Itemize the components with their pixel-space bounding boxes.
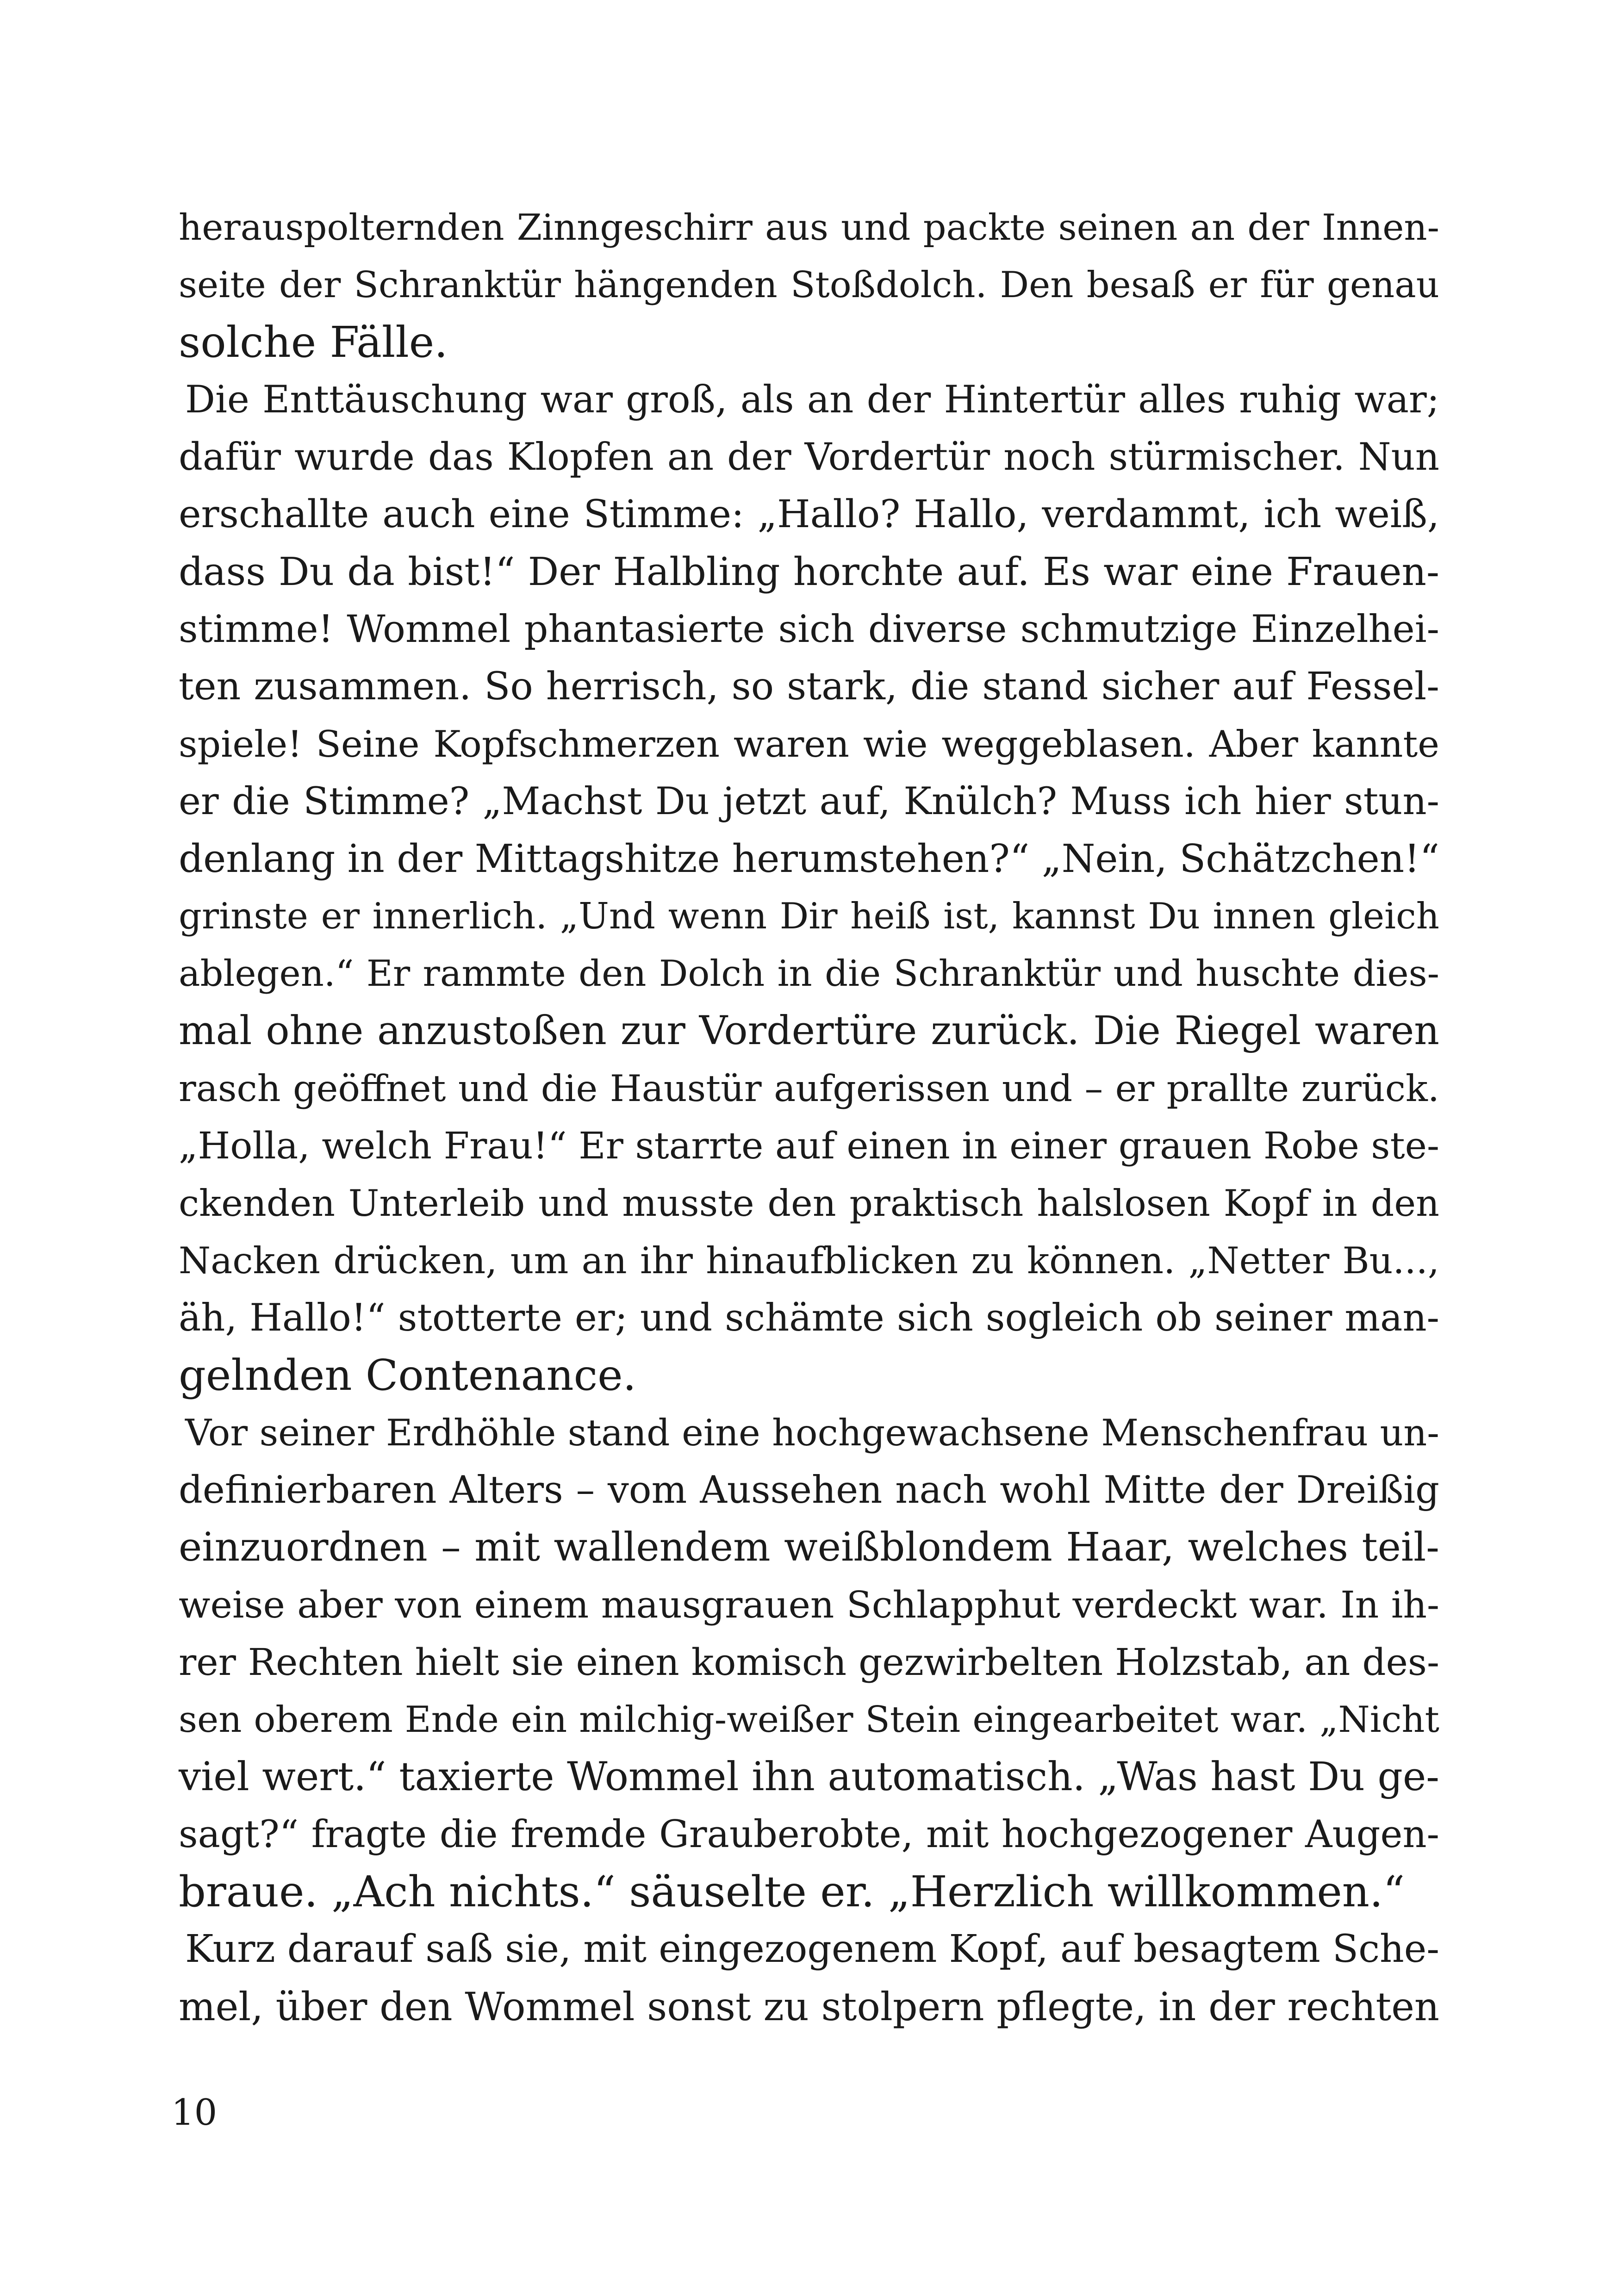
text-line: grinste er innerlich. „Und wenn Dir heiß ist, kannst Du innen gleich (179, 896, 1439, 937)
text-line: Vor seiner Erdhöhle stand eine hochgewachsene Menschenfrau un- (185, 1412, 1439, 1454)
text-line: sen oberem Ende ein milchig-weißer Stein eingearbeitet war. „Nicht (179, 1699, 1439, 1741)
text-line: rer Rechten hielt sie einen komisch gezwirbelten Holzstab, an des- (179, 1641, 1439, 1684)
text-line: denlang in der Mittagshitze herumstehen?“ „Nein, Schätzchen!“ (179, 836, 1439, 881)
text-line: äh, Hallo!“ stotterte er; und schämte sich sogleich ob seiner man- (179, 1296, 1439, 1340)
text-line: stimme! Wommel phantasierte sich diverse schmutzige Einzelhei- (179, 608, 1439, 651)
text-line: definierbaren Alters – vom Aussehen nach wohl Mitte der Dreißig (179, 1468, 1439, 1512)
text-line: herauspolternden Zinngeschirr aus und packte seinen an der Innen- (179, 207, 1439, 249)
body-text (179, 199, 1439, 2035)
text-line: ablegen.“ Er rammte den Dolch in die Schranktür und huschte dies- (179, 953, 1439, 995)
text-line: viel wert.“ taxierte Wommel ihn automatisch. „Was hast Du ge- (179, 1754, 1439, 1800)
text-line: braue. „Ach nichts.“ säuselte er. „Herzlich willkommen.“ (179, 1867, 1405, 1916)
text-line: einzuordnen – mit wallendem weißblondem Haar, welches teil- (179, 1524, 1439, 1570)
text-line: rasch geöffnet und die Haustür aufgerissen und – er prallte zurück. (179, 1067, 1439, 1110)
text-line: „Holla, welch Frau!“ Er starrte auf einen in einer grauen Robe ste- (179, 1124, 1439, 1167)
text-line: Die Enttäuschung war groß, als an der Hintertür alles ruhig war; (185, 378, 1439, 422)
text-line: er die Stimme? „Machst Du jetzt auf, Knülch? Muss ich hier stun- (179, 780, 1439, 823)
text-line: sagt?“ fragte die fremde Grauberobte, mit hochgezogener Augen- (179, 1813, 1439, 1856)
text-line: erschallte auch eine Stimme: „Hallo? Hallo, verdammt, ich weiß, (179, 492, 1439, 536)
text-line: spiele! Seine Kopfschmerzen waren wie weggeblasen. Aber kannte (179, 723, 1439, 765)
text-line: mel, über den Wommel sonst zu stolpern pflegte, in der rechten (179, 1984, 1440, 2029)
text-line: solche Fälle. (179, 317, 448, 367)
text-line: mal ohne anzustoßen zur Vordertüre zurück. Die Riegel waren (179, 1008, 1439, 1054)
text-line: Nacken drücken, um an ihr hinaufblicken zu können. „Netter Bu..., (179, 1239, 1439, 1282)
page-number: 10 (171, 2092, 218, 2134)
text-line: ckenden Unterleib und musste den praktisch halslosen Kopf in den (179, 1182, 1439, 1225)
text-line: seite der Schranktür hängenden Stoßdolch. Den besaß er für genau (179, 264, 1439, 306)
text-line: dass Du da bist!“ Der Halbling horchte auf. Es war eine Frauen- (179, 549, 1439, 594)
text-line: Kurz darauf saß sie, mit eingezogenem Kopf, auf besagtem Sche- (185, 1927, 1440, 1971)
text-line: gelnden Contenance. (179, 1350, 636, 1400)
text-line: dafür wurde das Klopfen an der Vordertür noch stürmischer. Nun (179, 436, 1439, 479)
text-line: ten zusammen. So herrisch, so stark, die stand sicher auf Fessel- (179, 665, 1439, 709)
text-line: weise aber von einem mausgrauen Schlapphut verdeckt war. In ih- (179, 1583, 1439, 1626)
